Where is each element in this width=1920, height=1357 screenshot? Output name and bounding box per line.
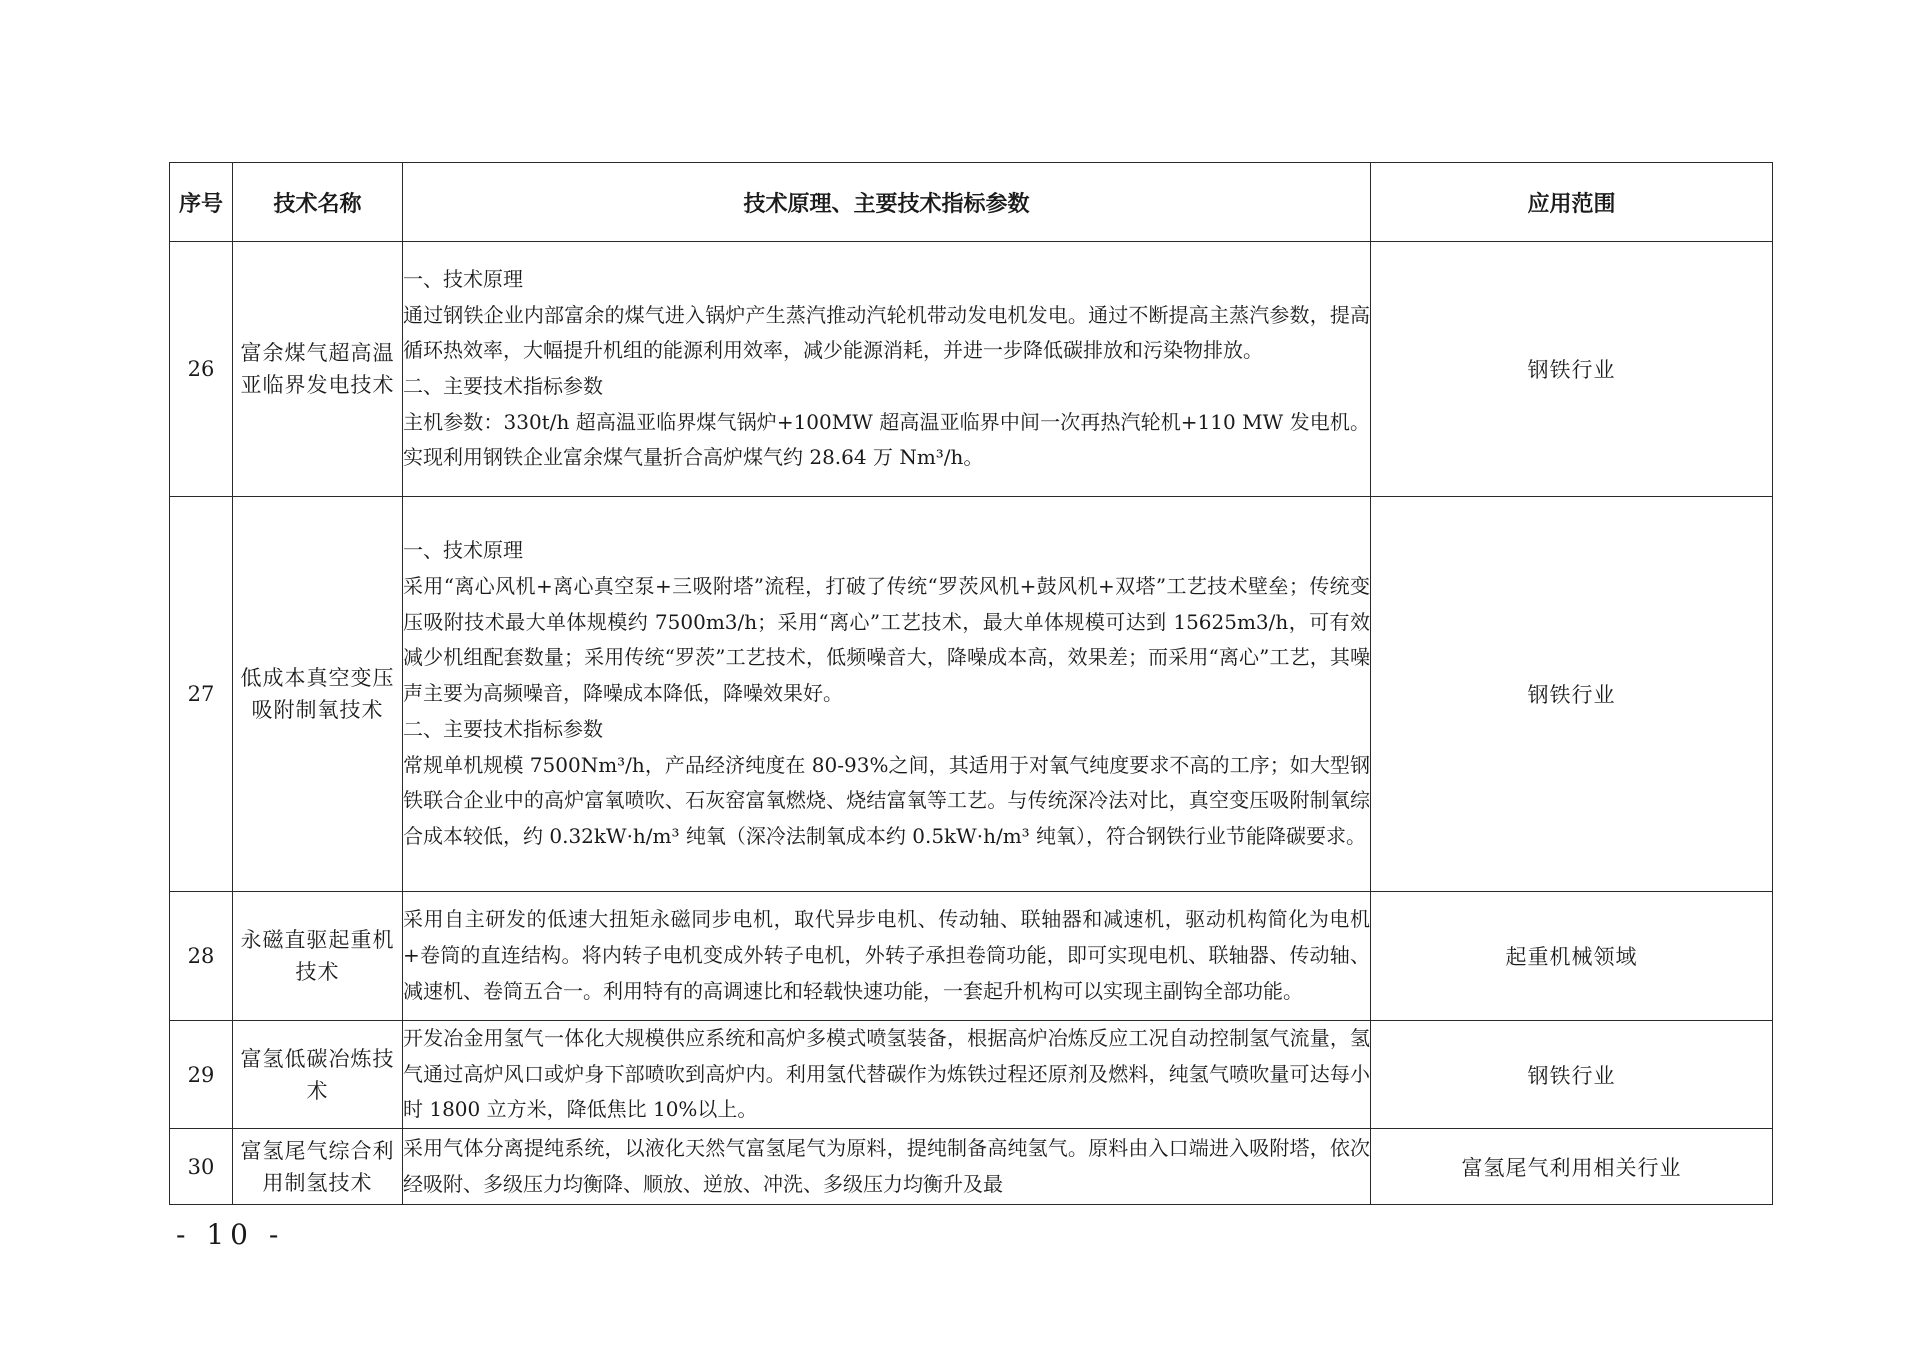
row-application-scope: 钢铁行业 [1371,242,1773,497]
row-serial-number: 29 [170,1021,233,1129]
row-application-scope: 起重机械领域 [1371,892,1773,1021]
header-serial-number: 序号 [170,163,233,242]
row-serial-number: 28 [170,892,233,1021]
desc-paragraph: 一、技术原理 [403,538,523,563]
desc-paragraph: 采用自主研发的低速大扭矩永磁同步电机，取代异步电机、传动轴、联轴器和减速机，驱动机构简化为电机+卷筒的直连结构。将内转子电机变成外转子电机，外转子承担卷筒功能，即可实现电机、联轴器、传动轴、减速机、卷筒五合一。利用特有的高调速比和轻载快速功能，一套起升机构可以实现主副钩全部功能。 [403,907,1370,1003]
row-serial-number: 26 [170,242,233,497]
desc-paragraph: 采用“离心风机+离心真空泵+三吸附塔”流程，打破了传统“罗茨风机+鼓风机+双塔”工艺技术壁垒；传统变压吸附技术最大单体规模约 7500m3/h；采用“离心”工艺技术，最大单体规模可达到 15625m3/h，可有效减少机组配套数量；采用传统“罗茨”工艺技术，低频噪音大，降噪成本高，效果差；而采用“离心”工艺，其噪声主要为高频噪音，降噪成本降低，降噪效果好。 [403,574,1370,706]
header-application-scope: 应用范围 [1371,163,1773,242]
row-application-scope: 富氢尾气利用相关行业 [1371,1129,1773,1205]
row-description [403,242,1371,497]
desc-paragraph: 一、技术原理 [403,266,523,291]
row-technology-name: 低成本真空变压吸附制氧技术 [233,497,403,892]
table-row [170,1021,1773,1129]
desc-paragraph: 采用气体分离提纯系统，以液化天然气富氢尾气为原料，提纯制备高纯氢气。原料由入口端进入吸附塔，依次经吸附、多级压力均衡降、顺放、逆放、冲洗、多级压力均衡升及最 [403,1135,1370,1196]
header-principle-parameters: 技术原理、主要技术指标参数 [403,163,1371,242]
row-description [403,497,1371,892]
desc-paragraph: 二、主要技术指标参数 [403,716,603,741]
row-technology-name: 富氢低碳冶炼技术 [233,1021,403,1129]
desc-paragraph: 常规单机规模 7500Nm³/h，产品经济纯度在 80-93%之间，其适用于对氧气纯度要求不高的工序；如大型钢铁联合企业中的高炉富氧喷吹、石灰窑富氧燃烧、烧结富氧等工艺。与传统深冷法对比，真空变压吸附制氧综合成本较低，约 0.32kW·h/m³ 纯氧（深冷法制氧成本约 0.5kW·h/m³ 纯氧），符合钢铁行业节能降碳要求。 [403,752,1370,848]
row-description [403,1021,1371,1129]
row-application-scope: 钢铁行业 [1371,1021,1773,1129]
row-application-scope: 钢铁行业 [1371,497,1773,892]
table-row [170,242,1773,497]
row-technology-name: 富余煤气超高温亚临界发电技术 [233,242,403,497]
row-technology-name: 富氢尾气综合利用制氢技术 [233,1129,403,1205]
table-row [170,497,1773,892]
desc-paragraph: 开发冶金用氢气一体化大规模供应系统和高炉多模式喷氢装备，根据高炉冶炼反应工况自动控制氢气流量，氢气通过高炉风口或炉身下部喷吹到高炉内。利用氢代替碳作为炼铁过程还原剂及燃料，纯氢气喷吹量可达每小时 1800 立方米，降低焦比 10%以上。 [403,1026,1370,1122]
row-serial-number: 27 [170,497,233,892]
page-number: - 10 - [176,1218,285,1251]
row-description [403,892,1371,1021]
technology-catalog-table [169,162,1773,1205]
table-header-row [170,163,1773,242]
table-row [170,892,1773,1021]
desc-paragraph: 二、主要技术指标参数 [403,374,603,398]
row-serial-number: 30 [170,1129,233,1205]
table-row [170,1129,1773,1205]
row-technology-name: 永磁直驱起重机技术 [233,892,403,1021]
desc-paragraph: 通过钢铁企业内部富余的煤气进入锅炉产生蒸汽推动汽轮机带动发电机发电。通过不断提高主蒸汽参数，提高循环热效率，大幅提升机组的能源利用效率，减少能源消耗，并进一步降低碳排放和污染物排放。 [403,302,1370,363]
desc-paragraph: 主机参数：330t/h 超高温亚临界煤气锅炉+100MW 超高温亚临界中间一次再热汽轮机+110 MW 发电机。实现利用钢铁企业富余煤气量折合高炉煤气约 28.64 万 Nm³/h。 [403,409,1370,470]
header-technology-name: 技术名称 [233,163,403,242]
row-description [403,1129,1371,1205]
